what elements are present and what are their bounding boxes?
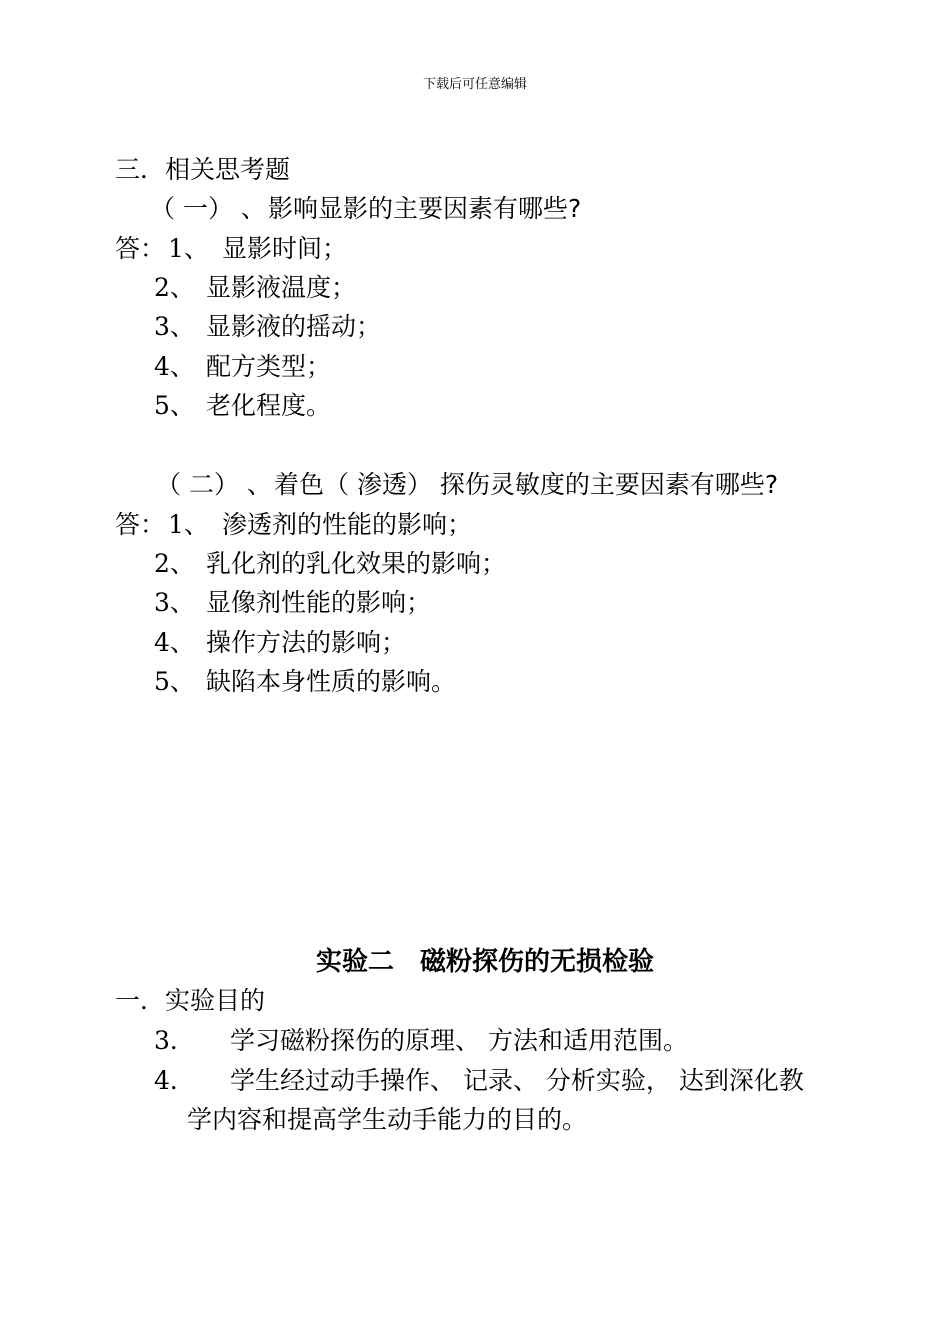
answer-prefix: 答： bbox=[115, 234, 166, 263]
list-item-text: 乳化剂的乳化效果的影响； bbox=[206, 549, 507, 578]
list-item-number: 1、 bbox=[168, 234, 209, 263]
list-item-text: 配方类型； bbox=[206, 352, 332, 381]
list-item-number: 3． bbox=[154, 1026, 195, 1055]
list-item-text: 显影液的摇动； bbox=[206, 312, 382, 341]
question-label: （ 二） 、 bbox=[156, 470, 272, 499]
list-item-number: 5、 bbox=[154, 667, 195, 696]
list-item-number: 3、 bbox=[154, 588, 195, 617]
section-heading: 一．实验目的 bbox=[115, 986, 266, 1015]
list-item-number: 4、 bbox=[154, 628, 195, 657]
list-item-number: 5、 bbox=[154, 391, 195, 420]
list-item-number: 3、 bbox=[154, 312, 195, 341]
list-item-text: 显像剂性能的影响； bbox=[206, 588, 432, 617]
list-item-number: 2、 bbox=[154, 273, 195, 302]
answer-prefix: 答： bbox=[115, 510, 166, 539]
list-item-text: 缺陷本身性质的影响。 bbox=[206, 667, 457, 696]
list-item-text: 显影液温度； bbox=[206, 273, 357, 302]
list-item-continuation: 学内容和提高学生动手能力的目的。 bbox=[187, 1105, 588, 1134]
section-heading: 三．相关思考题 bbox=[115, 155, 291, 184]
list-item-text: 老化程度。 bbox=[206, 391, 332, 420]
list-item-text: 学生经过动手操作、 记录、 分析实验， 达到深化教 bbox=[230, 1066, 804, 1095]
list-item-text: 显影时间； bbox=[222, 234, 348, 263]
list-item-text: 操作方法的影响； bbox=[206, 628, 407, 657]
page-header-note: 下载后可任意编辑 bbox=[422, 77, 527, 92]
question-text: 影响显影的主要因素有哪些? bbox=[268, 194, 582, 223]
question-text: 着色（ 渗透） 探伤灵敏度的主要因素有哪些? bbox=[274, 470, 779, 499]
question-label: （ 一） 、 bbox=[150, 194, 266, 223]
list-item-number: 4． bbox=[154, 1066, 195, 1095]
list-item-number: 2、 bbox=[154, 549, 195, 578]
list-item-number: 1、 bbox=[168, 510, 209, 539]
list-item-text: 学习磁粉探伤的原理、 方法和适用范围。 bbox=[230, 1026, 688, 1055]
list-item-text: 渗透剂的性能的影响； bbox=[222, 510, 473, 539]
list-item-number: 4、 bbox=[154, 352, 195, 381]
experiment-title: 实验二 磁粉探伤的无损检验 bbox=[315, 947, 654, 977]
